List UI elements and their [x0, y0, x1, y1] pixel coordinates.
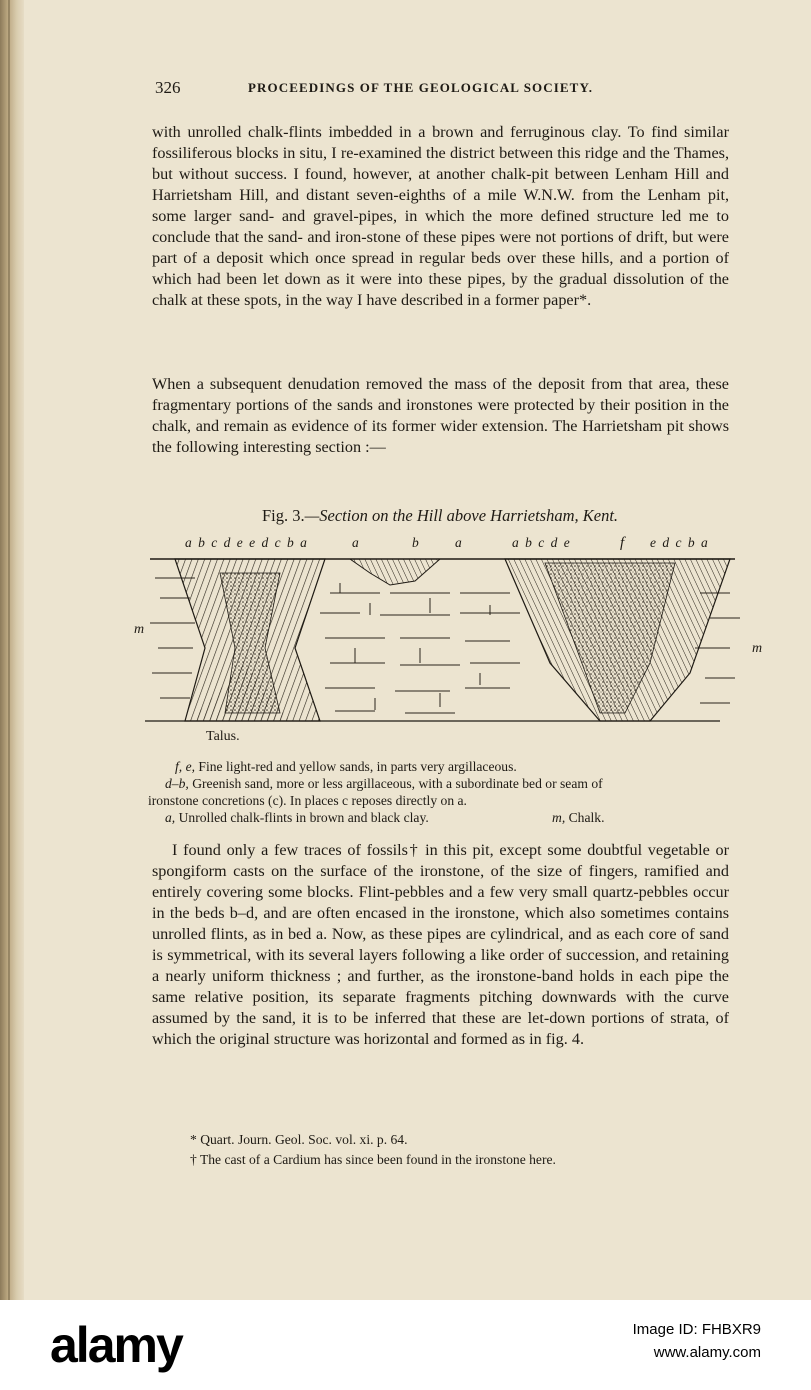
brand-logo: alamy: [50, 1317, 182, 1373]
legend-key: f, e,: [175, 759, 196, 774]
footnote-1: * Quart. Journ. Geol. Soc. vol. xi. p. 64.: [190, 1132, 408, 1147]
talus-label: Talus.: [206, 729, 240, 744]
legend-line-1: [175, 758, 757, 775]
letter-a-mid: a: [352, 535, 361, 550]
legend-key: m,: [552, 810, 566, 825]
legend-text: Greenish sand, more or less argillaceous, with a subordinate bed or seam of: [188, 776, 603, 791]
legend-line-2: [165, 775, 730, 792]
letter-f: f: [620, 535, 626, 551]
paragraph-text: I found only a few traces of fossils† in this pit, except some doubtful vegetable or spongiform casts on the surface of the ironstone, of the size of fingers, ramified and entirely covering some blocks. Flint-pebbles and a few very small quartz-pebbles occur in the beds b–d, and are often encased in the ironstone, which also sometimes contains unrolled flints, as in bed a. Now, as these pipes are cylindrical, and as each core of sand is symmetrical, with its several layers following a like order of succession, and retaining a nearly uniform thickness ; and further, as the ironstone-band holds in each pipe the same relative position, its separate fragments pitching downwards with the curve assumed by the sand, it is to be inferred that these are let-down portions of strata, of which the original structure was horizontal and formed as in fig. 4.: [152, 841, 729, 1048]
small-pipe: [350, 559, 440, 585]
legend-key: a,: [165, 810, 176, 825]
site-url: www.alamy.com: [653, 1344, 761, 1361]
chalk-label-right: m: [752, 641, 763, 656]
letters-right-pipe: a b c d e: [512, 535, 572, 550]
page-header: [150, 78, 730, 102]
paragraph-1: [152, 122, 729, 311]
page-number: 326: [155, 78, 181, 97]
page-binding-edge: [0, 0, 24, 1300]
image-id-label: Image ID: FHBXR9: [632, 1321, 761, 1338]
legend-line-4: [165, 809, 747, 826]
figure-title: —Section on the Hill above Harrietsham, Kent.: [304, 506, 619, 525]
figure-label: Fig. 3.: [261, 506, 305, 525]
geological-section-figure: [130, 553, 770, 733]
legend-chalk: [552, 809, 605, 826]
chalk-label-left: m: [134, 622, 145, 637]
legend-text: ironstone concretions (c). In places c reposes directly on a.: [148, 793, 467, 808]
legend-line-3: [148, 792, 730, 809]
letters-left-pipe: a b c d e e d c b a: [185, 535, 309, 550]
figure-caption: [150, 506, 730, 526]
letter-b-mid: b: [412, 535, 421, 550]
running-head: PROCEEDINGS OF THE GEOLOGICAL SOCIETY.: [248, 80, 594, 95]
paragraph-2: [152, 374, 729, 458]
legend-text: Chalk.: [565, 810, 605, 825]
letter-a-mid-2: a: [455, 535, 464, 550]
paragraph-3: [152, 840, 729, 1050]
legend-key: d–b,: [165, 776, 189, 791]
legend-text: Unrolled chalk-flints in brown and black clay.: [175, 810, 429, 825]
paragraph-text: When a subsequent denudation removed the mass of the deposit from that area, these fragmentary portions of the sands and ironstones were protected by their position in the chalk, and remain as evidence of its former wider extension. The Harrietsham pit shows the following interesting section :—: [152, 375, 729, 456]
figure-bed-letters: [180, 535, 740, 555]
paragraph-text: with unrolled chalk-flints imbedded in a brown and ferruginous clay. To find similar fossiliferous blocks in situ, I re-examined the district between this ridge and the Thames, but without success. I found, however, at another chalk-pit between Lenham Hill and Harrietsham Hill, and distant seven-eighths of a mile W.N.W. from the Lenham pit, some larger sand- and gravel-pipes, in which the more defined structure led me to conclude that the sand- and iron-stone of these pipes were not portions of drift, but were part of a deposit which once spread in regular beds over these hills, and a portion of which had been let down as it were into these pipes, by the gradual dissolution of the chalk at these spots, in the way I have described in a former paper*.: [152, 123, 729, 309]
letters-right-end: e d c b a: [650, 535, 710, 550]
footnote-2: † The cast of a Cardium has since been found in the ironstone here.: [190, 1152, 556, 1167]
legend-text: Fine light-red and yellow sands, in parts very argillaceous.: [195, 759, 517, 774]
